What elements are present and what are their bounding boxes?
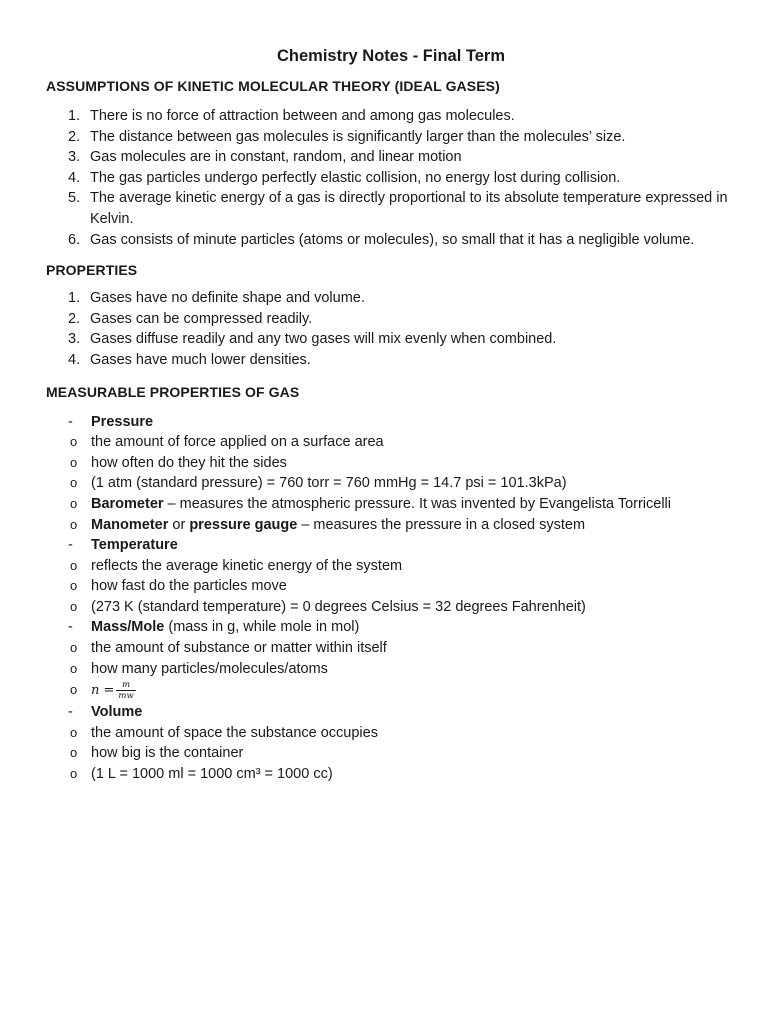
list-item: 6. Gas consists of minute particles (atoms or molecules), so small that it has a negligible volume. — [68, 231, 695, 248]
barometer-term: Barometer — [91, 495, 164, 512]
list-item: 2. Gases can be compressed readily. — [68, 310, 313, 327]
list-item: o how many particles/molecules/atoms — [46, 659, 736, 680]
list-item: o how often do they hit the sides — [46, 453, 736, 474]
manometer-term: Manometer — [91, 516, 169, 533]
list-item: o Manometer or pressure gauge – measures the pressure in a closed system — [46, 515, 736, 536]
circle-bullet: o — [70, 724, 78, 740]
dash-bullet: - — [68, 619, 73, 636]
list-item: 2. The distance between gas molecules is significantly larger than the molecules’ size. — [68, 128, 626, 145]
circle-bullet: o — [70, 454, 78, 470]
circle-bullet: o — [70, 557, 78, 573]
volume-label: Volume — [91, 704, 143, 721]
mass-mole-label: Mass/Mole — [91, 619, 165, 636]
mass-mole-sublist — [46, 638, 736, 702]
list-item: o the amount of substance or matter within itself — [46, 638, 736, 659]
dash-bullet: - — [68, 413, 73, 430]
circle-bullet: o — [70, 745, 78, 761]
dash-bullet: - — [68, 537, 73, 554]
volume-item — [46, 702, 736, 784]
document-title: Chemistry Notes - Final Term — [277, 47, 505, 65]
circle-bullet: o — [70, 578, 78, 594]
formula-denominator: mw — [118, 690, 134, 701]
list-item: 1. There is no force of attraction between and among gas molecules. — [68, 108, 515, 124]
list-item: o (1 atm (standard pressure) = 760 torr = 760 mmHg = 14.7 psi = 101.3kPa) — [46, 473, 736, 494]
properties-heading: PROPERTIES — [46, 262, 138, 279]
list-item: 1. Gases have no definite shape and volume. — [68, 290, 365, 307]
pressure-gauge-term: pressure gauge — [189, 516, 298, 533]
list-item: o the amount of space the substance occupies — [46, 723, 736, 744]
measurable-heading: MEASURABLE PROPERTIES OF GAS — [46, 383, 300, 400]
list-item: o (1 L = 1000 ml = 1000 cm³ = 1000 cc) — [46, 764, 736, 785]
pressure-label: Pressure — [91, 413, 154, 430]
circle-bullet: o — [70, 598, 78, 614]
list-item — [46, 679, 736, 702]
circle-bullet: o — [70, 516, 78, 532]
mass-mole-item — [46, 617, 736, 702]
formula-lhs: n = — [91, 683, 115, 699]
mass-mole-note: (mass in g, while mole in mol) — [164, 619, 360, 636]
circle-bullet: o — [70, 434, 78, 450]
list-item: o the amount of force applied on a surface area — [46, 432, 736, 453]
circle-bullet: o — [70, 640, 78, 656]
list-item: o how big is the container — [46, 743, 736, 764]
list-item: o Barometer – measures the atmospheric pressure. It was invented by Evangelista Torricelli — [46, 494, 736, 515]
circle-bullet: o — [70, 475, 78, 491]
list-item: 3. Gases diffuse readily and any two gases will mix evenly when combined. — [68, 331, 557, 348]
formula-fraction — [116, 680, 135, 701]
kmt-list — [46, 106, 736, 250]
kmt-heading: ASSUMPTIONS OF KINETIC MOLECULAR THEORY (IDEAL GASES) — [46, 78, 500, 94]
formula-numerator: m — [116, 680, 135, 691]
list-item: o how fast do the particles move — [46, 576, 736, 597]
list-item: o (273 K (standard temperature) = 0 degrees Celsius = 32 degrees Fahrenheit) — [46, 597, 736, 618]
circle-bullet: o — [70, 660, 78, 676]
pressure-sublist — [46, 432, 736, 535]
temperature-label: Temperature — [91, 537, 178, 554]
dash-bullet: - — [68, 704, 73, 721]
list-item: 5. The average kinetic energy of a gas is directly proportional to its absolute temperature expressed in Kelvin. — [68, 190, 728, 227]
temperature-sublist — [46, 556, 736, 618]
circle-bullet: o — [70, 495, 78, 511]
circle-bullet: o — [70, 766, 78, 782]
temperature-item — [46, 535, 736, 617]
list-item: o reflects the average kinetic energy of the system — [46, 556, 736, 577]
pressure-item — [46, 412, 736, 536]
properties-list — [46, 288, 736, 370]
list-item: 3. Gas molecules are in constant, random, and linear motion — [68, 149, 462, 166]
list-item: 4. The gas particles undergo perfectly elastic collision, no energy lost during collision. — [68, 169, 621, 186]
measurable-list — [46, 412, 736, 785]
volume-sublist — [46, 723, 736, 785]
list-item: 4. Gases have much lower densities. — [68, 351, 311, 368]
document-page — [46, 44, 736, 785]
circle-bullet: o — [70, 682, 78, 698]
